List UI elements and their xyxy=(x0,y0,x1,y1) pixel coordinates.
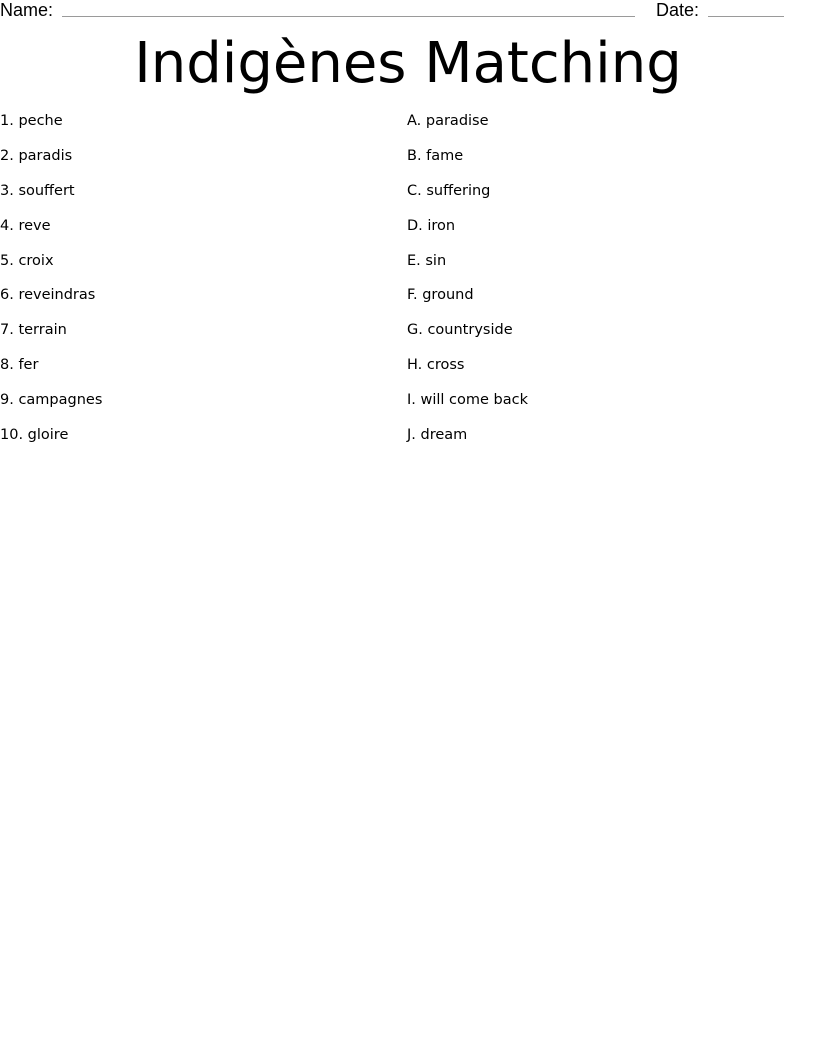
definition-item: A. paradise xyxy=(407,113,489,129)
term-item: 3. souffert xyxy=(0,182,75,199)
date-blank-line xyxy=(708,16,784,17)
page-title: Indigènes Matching xyxy=(134,31,682,96)
term-item: 5. croix xyxy=(0,252,54,269)
definitions-list xyxy=(407,111,528,460)
term-item: 10. gloire xyxy=(0,427,69,444)
name-blank-line xyxy=(62,16,635,17)
term-item: 1. peche xyxy=(0,113,63,129)
definition-item: E. sin xyxy=(407,252,447,269)
definition-item: C. suffering xyxy=(407,182,491,199)
term-item: 2. paradis xyxy=(0,147,73,164)
definition-item: H. cross xyxy=(407,357,465,374)
definition-item: F. ground xyxy=(407,287,474,304)
term-item: 6. reveindras xyxy=(0,287,96,304)
term-item: 9. campagnes xyxy=(0,392,103,409)
definition-item: G. countryside xyxy=(407,322,513,339)
term-item: 4. reve xyxy=(0,217,51,234)
worksheet-header xyxy=(0,0,816,22)
term-item: 7. terrain xyxy=(0,322,67,339)
terms-list xyxy=(0,111,102,460)
definition-item: B. fame xyxy=(407,147,464,164)
definition-item: J. dream xyxy=(407,427,468,444)
definition-item: I. will come back xyxy=(407,392,529,409)
definition-item: D. iron xyxy=(407,217,456,234)
date-label: Date: xyxy=(656,0,700,20)
name-label: Name: xyxy=(0,0,54,20)
term-item: 8. fer xyxy=(0,357,39,374)
